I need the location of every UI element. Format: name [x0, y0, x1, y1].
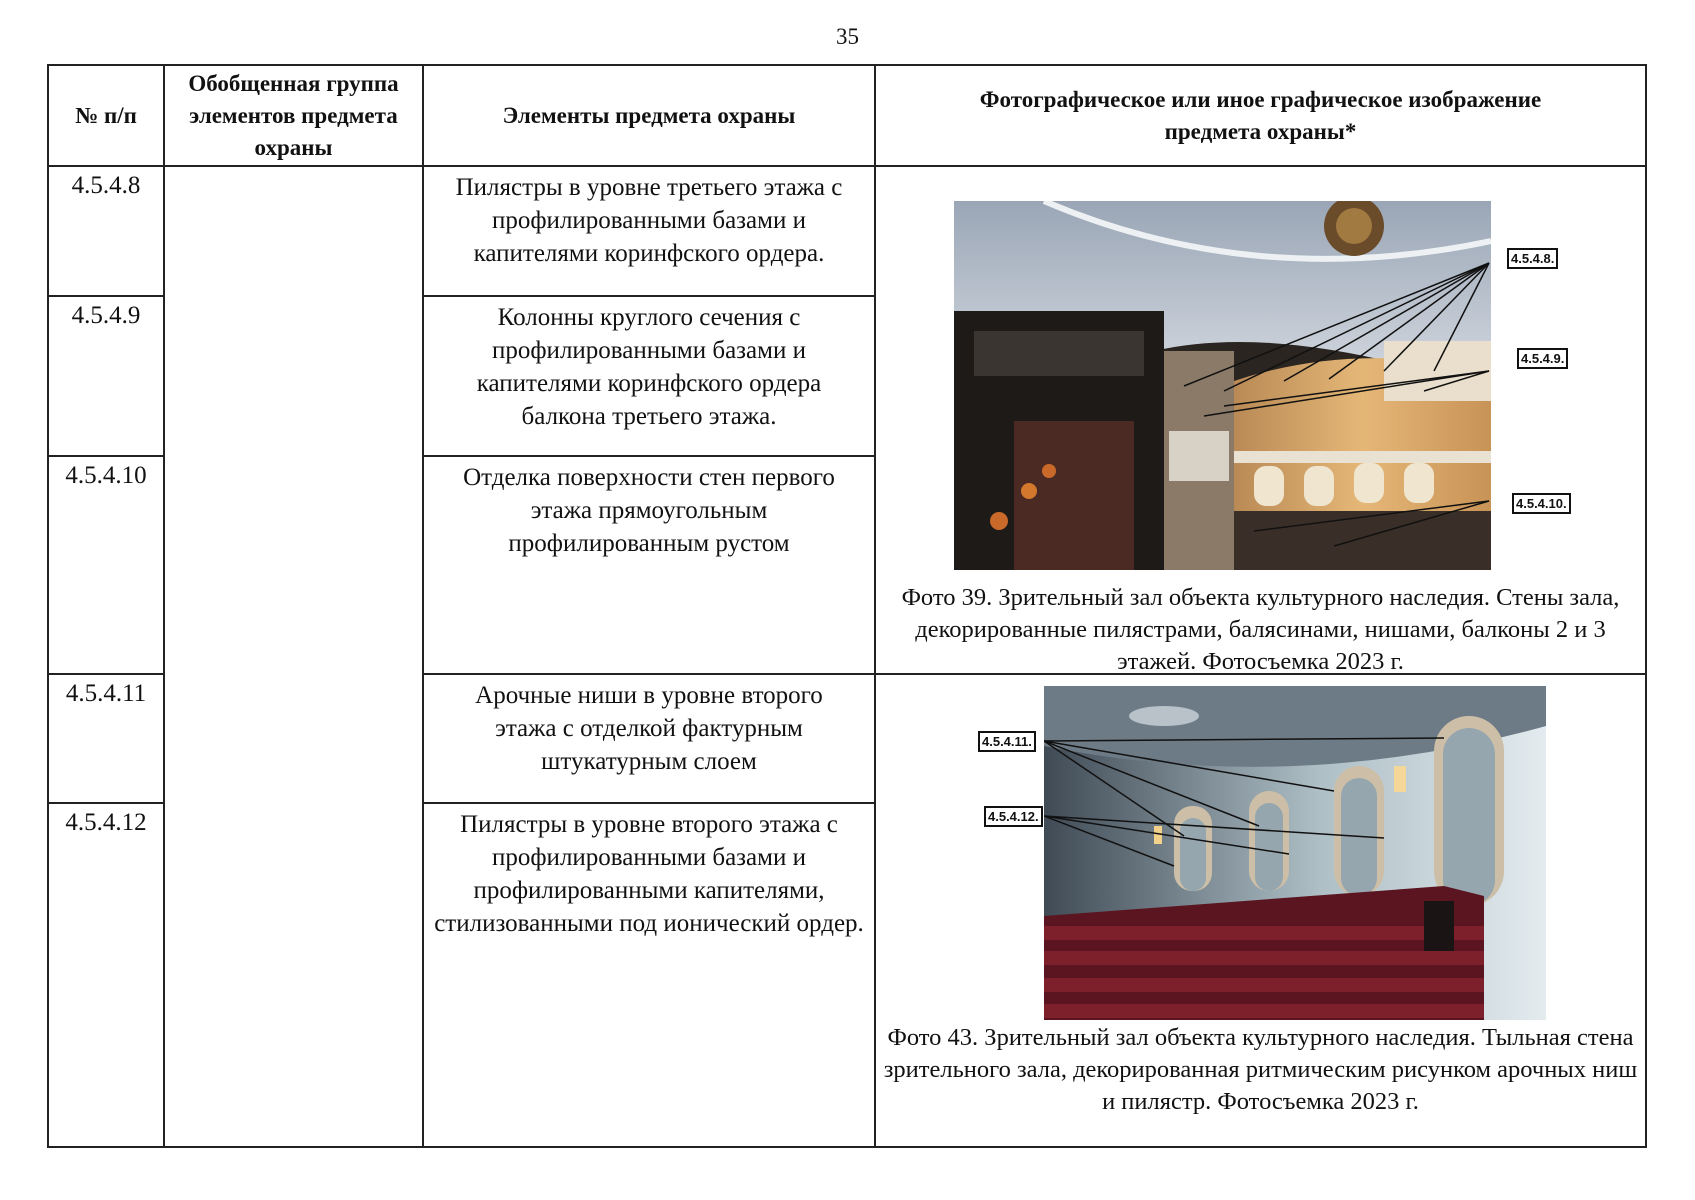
row-num-4.5.4.9: 4.5.4.9 — [71, 302, 141, 329]
row-num-4.5.4.11: 4.5.4.11 — [65, 680, 147, 707]
photo-43-image — [1044, 686, 1546, 1020]
row-element-4.5.4.12: Пилястры в уровне второго этажа с профилированными базами и профилированными капителями, стилизованными под ионический ордер. — [434, 811, 864, 937]
row-element-4.5.4.11: Арочные ниши в уровне второго этажа с отделкой фактурным штукатурным слоем — [475, 682, 823, 775]
protection-table — [47, 64, 1647, 1148]
row-element-4.5.4.9: Колонны круглого сечения с профилированными базами и капителями коринфского ордера балкона третьего этажа. — [476, 304, 822, 430]
marker-4.5.4.8: 4.5.4.8. — [1507, 248, 1558, 269]
marker-4.5.4.9: 4.5.4.9. — [1517, 348, 1568, 369]
header-elements: Элементы предмета охраны — [502, 102, 796, 128]
row-num-4.5.4.10: 4.5.4.10 — [65, 462, 147, 489]
row-element-4.5.4.10: Отделка поверхности стен первого этажа прямоугольным профилированным рустом — [463, 464, 835, 557]
page-number: 35 — [836, 24, 859, 49]
row-num-4.5.4.12: 4.5.4.12 — [65, 809, 147, 836]
photo-43-caption: Фото 43. Зрительный зал объекта культурного наследия. Тыльная стена зрительного зала, декорированная ритмическим рисунком арочных ниш и пилястр. Фотосъемка 2023 г. — [883, 1024, 1638, 1115]
header-num: № п/п — [75, 102, 137, 128]
photo-39-caption: Фото 39. Зрительный зал объекта культурного наследия. Стены зала, декорированные пилястрами, балясинами, нишами, балконы 2 и 3 этажей. Фотосъемка 2023 г. — [901, 584, 1620, 675]
row-element-4.5.4.8: Пилястры в уровне третьего этажа с профилированными базами и капителями коринфского ордера. — [455, 174, 843, 267]
row-num-4.5.4.8: 4.5.4.8 — [71, 172, 141, 199]
marker-4.5.4.11: 4.5.4.11. — [978, 731, 1036, 752]
header-image: Фотографическое или иное графическое изображение предмета охраны* — [979, 86, 1542, 144]
marker-4.5.4.10: 4.5.4.10. — [1512, 493, 1571, 514]
photo-39-image — [954, 201, 1491, 570]
header-group: Обобщенная группа элементов предмета охраны — [188, 70, 399, 160]
marker-4.5.4.12: 4.5.4.12. — [984, 806, 1043, 827]
